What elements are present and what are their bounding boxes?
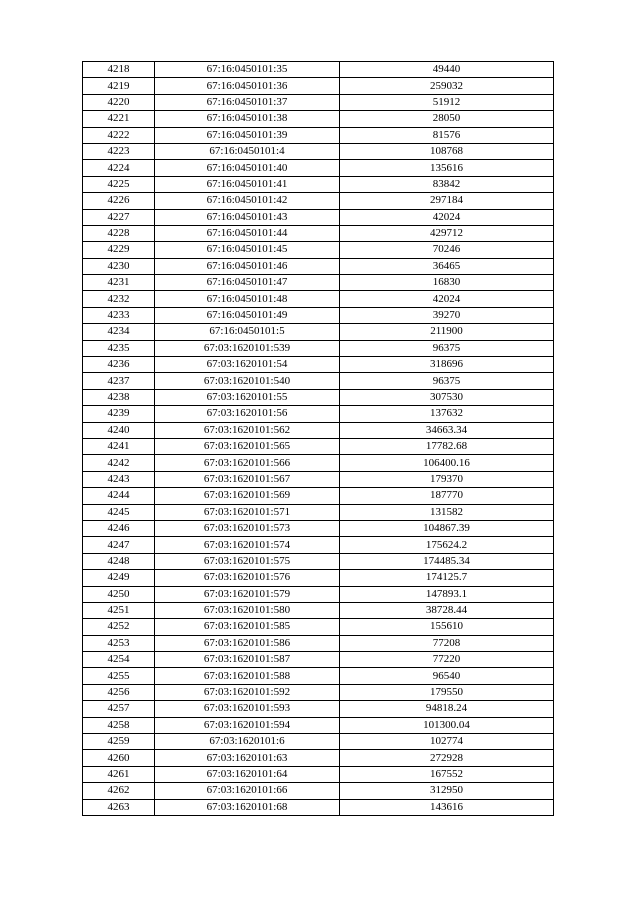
cadastral-number-cell: 67:03:1620101:576: [155, 570, 340, 586]
row-number-cell: 4245: [83, 504, 155, 520]
table-row: [83, 652, 554, 668]
value-cell: 137632: [340, 406, 554, 422]
table-row: [83, 307, 554, 323]
cadastral-number-cell: 67:03:1620101:586: [155, 635, 340, 651]
value-cell: 429712: [340, 225, 554, 241]
row-number-cell: 4259: [83, 734, 155, 750]
row-number-cell: 4242: [83, 455, 155, 471]
table-row: [83, 176, 554, 192]
value-cell: 131582: [340, 504, 554, 520]
table-row: [83, 143, 554, 159]
table-row: [83, 750, 554, 766]
row-number-cell: 4239: [83, 406, 155, 422]
row-number-cell: 4238: [83, 389, 155, 405]
cadastral-number-cell: 67:03:1620101:565: [155, 438, 340, 454]
value-cell: 106400.16: [340, 455, 554, 471]
value-cell: 96375: [340, 373, 554, 389]
value-cell: 77220: [340, 652, 554, 668]
cadastral-number-cell: 67:16:0450101:39: [155, 127, 340, 143]
table-row: [83, 537, 554, 553]
cadastral-number-cell: 67:16:0450101:36: [155, 78, 340, 94]
cadastral-number-cell: 67:16:0450101:46: [155, 258, 340, 274]
value-cell: 101300.04: [340, 717, 554, 733]
row-number-cell: 4243: [83, 471, 155, 487]
cadastral-number-cell: 67:03:1620101:571: [155, 504, 340, 520]
cadastral-number-cell: 67:16:0450101:40: [155, 160, 340, 176]
value-cell: 39270: [340, 307, 554, 323]
table-row: [83, 258, 554, 274]
value-cell: 297184: [340, 193, 554, 209]
table-row: [83, 619, 554, 635]
table-row: [83, 406, 554, 422]
table-row: [83, 668, 554, 684]
table-body: [83, 62, 554, 816]
table-row: [83, 209, 554, 225]
row-number-cell: 4223: [83, 143, 155, 159]
row-number-cell: 4247: [83, 537, 155, 553]
row-number-cell: 4250: [83, 586, 155, 602]
table-row: [83, 570, 554, 586]
value-cell: 77208: [340, 635, 554, 651]
table-row: [83, 160, 554, 176]
row-number-cell: 4254: [83, 652, 155, 668]
row-number-cell: 4252: [83, 619, 155, 635]
table-row: [83, 78, 554, 94]
table-row: [83, 111, 554, 127]
table-row: [83, 520, 554, 536]
cadastral-number-cell: 67:03:1620101:63: [155, 750, 340, 766]
value-cell: 102774: [340, 734, 554, 750]
table-row: [83, 734, 554, 750]
cadastral-number-cell: 67:03:1620101:588: [155, 668, 340, 684]
cadastral-number-cell: 67:16:0450101:41: [155, 176, 340, 192]
table-row: [83, 438, 554, 454]
row-number-cell: 4248: [83, 553, 155, 569]
value-cell: 108768: [340, 143, 554, 159]
value-cell: 211900: [340, 324, 554, 340]
table-row: [83, 701, 554, 717]
row-number-cell: 4253: [83, 635, 155, 651]
value-cell: 96540: [340, 668, 554, 684]
row-number-cell: 4261: [83, 766, 155, 782]
table-row: [83, 471, 554, 487]
value-cell: 187770: [340, 488, 554, 504]
row-number-cell: 4257: [83, 701, 155, 717]
value-cell: 16830: [340, 275, 554, 291]
row-number-cell: 4227: [83, 209, 155, 225]
value-cell: 96375: [340, 340, 554, 356]
table-row: [83, 357, 554, 373]
cadastral-number-cell: 67:03:1620101:592: [155, 684, 340, 700]
table-row: [83, 553, 554, 569]
cadastral-number-cell: 67:16:0450101:45: [155, 242, 340, 258]
table-row: [83, 422, 554, 438]
cadastral-number-cell: 67:03:1620101:66: [155, 783, 340, 799]
row-number-cell: 4246: [83, 520, 155, 536]
row-number-cell: 4233: [83, 307, 155, 323]
value-cell: 179550: [340, 684, 554, 700]
table-row: [83, 635, 554, 651]
row-number-cell: 4225: [83, 176, 155, 192]
cadastral-number-cell: 67:16:0450101:35: [155, 62, 340, 78]
table-row: [83, 94, 554, 110]
table-row: [83, 684, 554, 700]
row-number-cell: 4220: [83, 94, 155, 110]
table-row: [83, 340, 554, 356]
cadastral-number-cell: 67:03:1620101:566: [155, 455, 340, 471]
value-cell: 36465: [340, 258, 554, 274]
cadastral-number-cell: 67:03:1620101:68: [155, 799, 340, 815]
row-number-cell: 4244: [83, 488, 155, 504]
row-number-cell: 4235: [83, 340, 155, 356]
cadastral-number-cell: 67:03:1620101:562: [155, 422, 340, 438]
cadastral-number-cell: 67:16:0450101:47: [155, 275, 340, 291]
table-row: [83, 488, 554, 504]
cadastral-number-cell: 67:03:1620101:575: [155, 553, 340, 569]
row-number-cell: 4234: [83, 324, 155, 340]
table-row: [83, 586, 554, 602]
value-cell: 81576: [340, 127, 554, 143]
row-number-cell: 4231: [83, 275, 155, 291]
value-cell: 175624.2: [340, 537, 554, 553]
row-number-cell: 4221: [83, 111, 155, 127]
table-row: [83, 602, 554, 618]
row-number-cell: 4237: [83, 373, 155, 389]
cadastral-number-cell: 67:03:1620101:569: [155, 488, 340, 504]
row-number-cell: 4240: [83, 422, 155, 438]
cadastral-number-cell: 67:03:1620101:594: [155, 717, 340, 733]
value-cell: 259032: [340, 78, 554, 94]
value-cell: 42024: [340, 209, 554, 225]
value-cell: 179370: [340, 471, 554, 487]
cadastral-value-table: [82, 61, 554, 816]
value-cell: 70246: [340, 242, 554, 258]
cadastral-number-cell: 67:16:0450101:5: [155, 324, 340, 340]
row-number-cell: 4226: [83, 193, 155, 209]
table-row: [83, 291, 554, 307]
value-cell: 17782.68: [340, 438, 554, 454]
value-cell: 312950: [340, 783, 554, 799]
value-cell: 49440: [340, 62, 554, 78]
cadastral-number-cell: 67:03:1620101:593: [155, 701, 340, 717]
value-cell: 174485.34: [340, 553, 554, 569]
table-row: [83, 799, 554, 815]
value-cell: 143616: [340, 799, 554, 815]
cadastral-number-cell: 67:03:1620101:55: [155, 389, 340, 405]
table-row: [83, 242, 554, 258]
row-number-cell: 4230: [83, 258, 155, 274]
value-cell: 307530: [340, 389, 554, 405]
cadastral-number-cell: 67:03:1620101:539: [155, 340, 340, 356]
cadastral-number-cell: 67:16:0450101:38: [155, 111, 340, 127]
value-cell: 272928: [340, 750, 554, 766]
table-row: [83, 62, 554, 78]
row-number-cell: 4256: [83, 684, 155, 700]
row-number-cell: 4224: [83, 160, 155, 176]
table-row: [83, 766, 554, 782]
table-row: [83, 193, 554, 209]
value-cell: 28050: [340, 111, 554, 127]
value-cell: 167552: [340, 766, 554, 782]
row-number-cell: 4255: [83, 668, 155, 684]
cadastral-number-cell: 67:16:0450101:43: [155, 209, 340, 225]
table-row: [83, 373, 554, 389]
row-number-cell: 4249: [83, 570, 155, 586]
cadastral-number-cell: 67:03:1620101:587: [155, 652, 340, 668]
cadastral-number-cell: 67:03:1620101:573: [155, 520, 340, 536]
value-cell: 104867.39: [340, 520, 554, 536]
cadastral-number-cell: 67:16:0450101:42: [155, 193, 340, 209]
table-row: [83, 783, 554, 799]
cadastral-number-cell: 67:16:0450101:37: [155, 94, 340, 110]
value-cell: 155610: [340, 619, 554, 635]
value-cell: 34663.34: [340, 422, 554, 438]
row-number-cell: 4251: [83, 602, 155, 618]
table-row: [83, 504, 554, 520]
row-number-cell: 4258: [83, 717, 155, 733]
cadastral-number-cell: 67:03:1620101:6: [155, 734, 340, 750]
row-number-cell: 4229: [83, 242, 155, 258]
row-number-cell: 4228: [83, 225, 155, 241]
cadastral-number-cell: 67:03:1620101:579: [155, 586, 340, 602]
value-cell: 147893.1: [340, 586, 554, 602]
cadastral-number-cell: 67:16:0450101:4: [155, 143, 340, 159]
row-number-cell: 4218: [83, 62, 155, 78]
table-row: [83, 275, 554, 291]
table-row: [83, 127, 554, 143]
row-number-cell: 4232: [83, 291, 155, 307]
value-cell: 174125.7: [340, 570, 554, 586]
cadastral-number-cell: 67:03:1620101:56: [155, 406, 340, 422]
row-number-cell: 4262: [83, 783, 155, 799]
value-cell: 51912: [340, 94, 554, 110]
value-cell: 318696: [340, 357, 554, 373]
cadastral-number-cell: 67:03:1620101:574: [155, 537, 340, 553]
row-number-cell: 4236: [83, 357, 155, 373]
value-cell: 94818.24: [340, 701, 554, 717]
cadastral-number-cell: 67:16:0450101:49: [155, 307, 340, 323]
table-row: [83, 717, 554, 733]
table-row: [83, 225, 554, 241]
cadastral-number-cell: 67:03:1620101:540: [155, 373, 340, 389]
value-cell: 38728.44: [340, 602, 554, 618]
cadastral-number-cell: 67:03:1620101:580: [155, 602, 340, 618]
row-number-cell: 4222: [83, 127, 155, 143]
value-cell: 42024: [340, 291, 554, 307]
table-row: [83, 324, 554, 340]
cadastral-number-cell: 67:03:1620101:54: [155, 357, 340, 373]
row-number-cell: 4260: [83, 750, 155, 766]
cadastral-number-cell: 67:03:1620101:567: [155, 471, 340, 487]
table-row: [83, 389, 554, 405]
table-row: [83, 455, 554, 471]
row-number-cell: 4219: [83, 78, 155, 94]
value-cell: 135616: [340, 160, 554, 176]
row-number-cell: 4241: [83, 438, 155, 454]
cadastral-number-cell: 67:16:0450101:48: [155, 291, 340, 307]
cadastral-number-cell: 67:03:1620101:585: [155, 619, 340, 635]
value-cell: 83842: [340, 176, 554, 192]
cadastral-number-cell: 67:03:1620101:64: [155, 766, 340, 782]
cadastral-number-cell: 67:16:0450101:44: [155, 225, 340, 241]
row-number-cell: 4263: [83, 799, 155, 815]
